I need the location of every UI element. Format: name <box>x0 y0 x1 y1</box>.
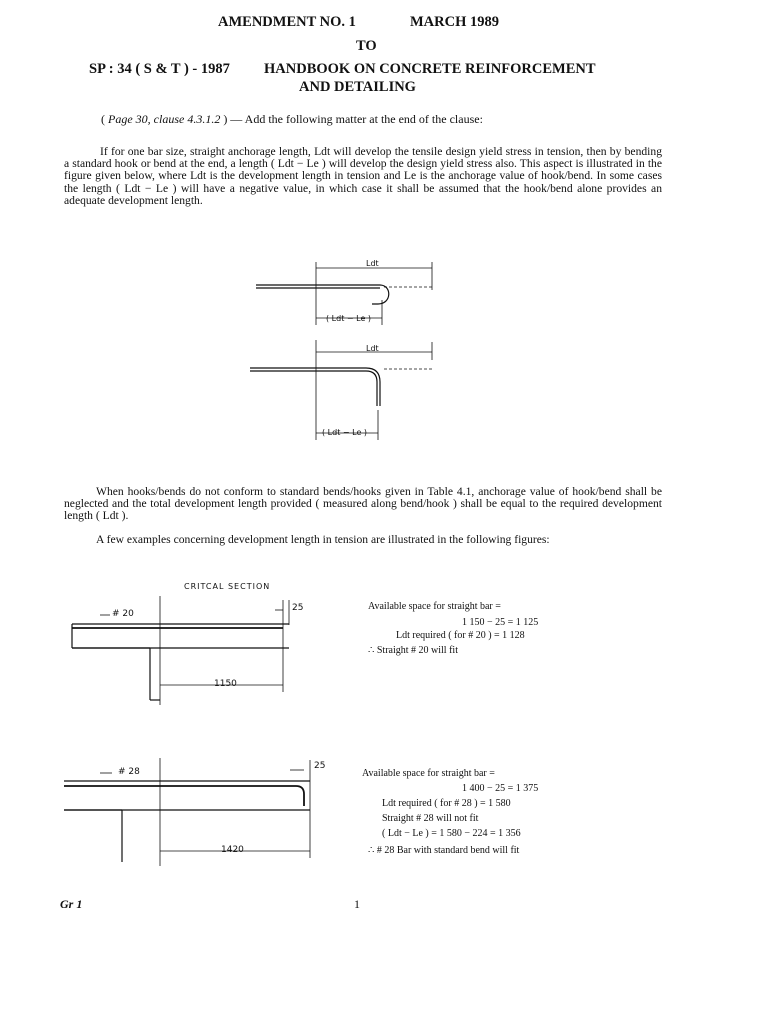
example2-calc-line5: ( Ldt − Le ) = 1 580 − 224 = 1 356 <box>382 828 521 839</box>
footer-group-code: Gr 1 <box>60 897 83 911</box>
amendment-date: MARCH 1989 <box>410 14 500 30</box>
example2-calc-line6: ∴ # 28 Bar with standard bend will fit <box>368 845 520 856</box>
header-to: TO <box>356 38 377 54</box>
standard-number: SP : 34 ( S & T ) - 1987 <box>89 61 230 77</box>
hook-ldt-minus-le-label: ( Ldt − Le ) <box>326 314 372 323</box>
example1-cover-label: 25 <box>292 603 304 613</box>
example2-bar-label: # 28 <box>118 767 140 777</box>
hook-ldt-label: Ldt <box>366 259 379 268</box>
example1-length-label: 1150 <box>214 679 237 689</box>
clause-instruction: ) — Add the following matter at the end of the clause: <box>223 112 483 126</box>
critical-section-label: CRITCAL SECTION <box>184 582 271 591</box>
paragraph-nonstandard-hooks: When hooks/bends do not conform to standard bends/hooks given in Table 4.1, anchorage value of hook/bend shall be neglected and the total development length provided ( measured along bend/hook ) shall be equal to the required development length ( Ldt ). <box>64 485 662 523</box>
example1-bar-label: # 20 <box>112 609 134 619</box>
handbook-title: HANDBOOK ON CONCRETE REINFORCEMENT <box>264 61 596 77</box>
bend-ldt-minus-le-label: ( Ldt − Le ) <box>322 428 368 437</box>
example2-calc-line2: 1 400 − 25 = 1 375 <box>462 783 539 794</box>
example2-calc-line3: Ldt required ( for # 28 ) = 1 580 <box>382 798 511 809</box>
page-number: 1 <box>354 897 360 911</box>
example1-calc-line1: Available space for straight bar = <box>368 601 501 612</box>
bend-ldt-label: Ldt <box>366 344 379 353</box>
paragraph-development-length: If for one bar size, straight anchorage length, Ldt will develop the tensile design yield stress in tension, then by bending a standard hook or bend at the end, a length ( Ldt − Le ) will develop the design yield stress also. This aspect is illustrated in the figure given below, where Ldt is the development length in tension and Le is the anchorage value of hook/bend. In some cases the length ( Ldt − Le ) will have a negative value, in which case it shall be assumed that the hook/bend alone provides an adequate development length. <box>64 145 662 207</box>
example1-calc-line3: Ldt required ( for # 20 ) = 1 128 <box>396 630 525 641</box>
example2-length-label: 1420 <box>221 845 244 855</box>
example1-calc-line2: 1 150 − 25 = 1 125 <box>462 617 539 628</box>
clause-reference: ( Page 30, clause 4.3.1.2 ) — Add the following matter at the end of the clause: <box>101 112 483 126</box>
example2-cover-label: 25 <box>314 761 326 771</box>
paragraph-examples-intro: A few examples concerning development length in tension are illustrated in the following figures: <box>96 533 550 546</box>
example1-calc-line4: ∴ Straight # 20 will fit <box>368 645 458 656</box>
handbook-title-line2: AND DETAILING <box>299 79 416 95</box>
amendment-number: AMENDMENT NO. 1 <box>218 14 356 30</box>
example2-calc-line4: Straight # 28 will not fit <box>382 813 479 824</box>
clause-page: Page 30, <box>108 112 151 126</box>
clause-number: clause 4.3.1.2 <box>153 112 221 126</box>
example2-calc-line1: Available space for straight bar = <box>362 768 495 779</box>
